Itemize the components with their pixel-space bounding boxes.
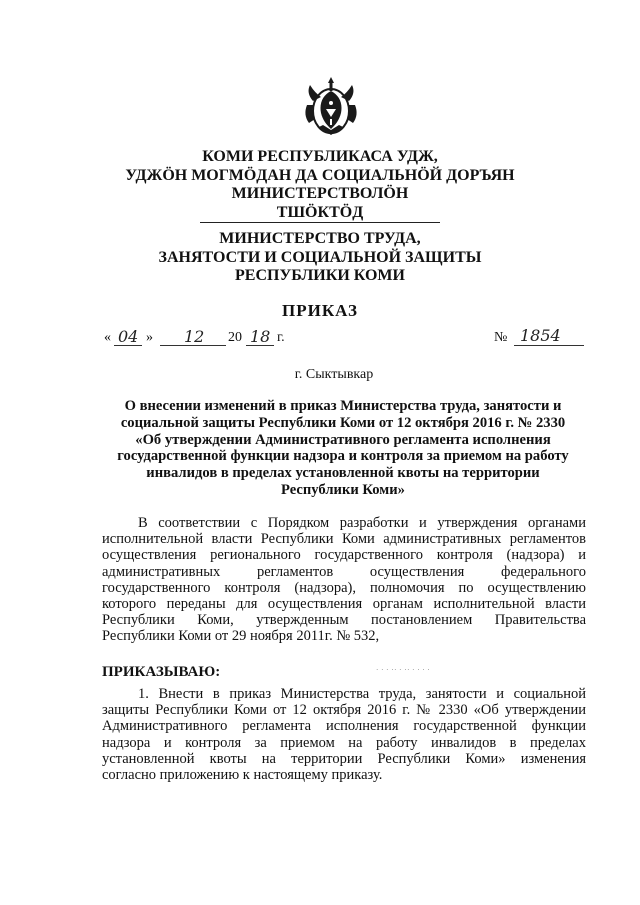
russian-header-line: МИНИСТЕРСТВО ТРУДА, (219, 230, 421, 247)
item-1-line: защиты Республики Коми от 12 октября 2016 г. № 2330 «Об утверждении (102, 702, 586, 719)
subject-line: «Об утверждении Административного регламента исполнения (135, 431, 551, 448)
item-1-line: Административного регламента исполнения государственной функции (102, 718, 586, 735)
komi-header-line: УДЖӦН МОГМӦДАН ДА СОЦИАЛЬНӦЙ ДОРЪЯН (125, 166, 515, 184)
russian-header (0, 230, 640, 286)
preamble-line: Республики Коми от 29 ноября 2011г. № 532, (102, 628, 380, 645)
subject-line: инвалидов в пределах установленной квоты на территории (146, 465, 540, 482)
number-value: 1854 (520, 326, 561, 345)
date-number-row (104, 326, 584, 352)
preamble-line: осуществления регионального государственного контроля (надзора) и (102, 547, 586, 564)
item-1-line: согласно приложению к настоящему приказу. (102, 767, 383, 784)
date-day: 04 (118, 327, 139, 346)
komi-header (0, 148, 640, 222)
item-1-line: 1. Внести в приказ Министерства труда, занятости и социальной (138, 686, 586, 702)
komi-header-line: ТШӦКТӦД (276, 203, 364, 221)
date-close-quote: » (146, 330, 153, 345)
item-1-line: надзора и контроля за приемом на работу инвалидов в пределах (102, 734, 586, 751)
preamble-paragraph (102, 515, 586, 645)
faint-stamp-mark: · · · ·· · ·· · · · · (376, 666, 431, 674)
subject-line: Республики Коми» (281, 481, 405, 498)
date-open-quote: « (104, 330, 111, 345)
date-month: 12 (184, 327, 205, 346)
preamble-line: исполнительной власти Республики Коми административных регламентов (102, 531, 586, 548)
date-day-underline (114, 345, 142, 346)
komi-header-line: МИНИСТЕРСТВОЛӦН (231, 185, 409, 202)
header-divider (200, 222, 440, 223)
preamble-line: которого переданы для осуществления органам исполнительной власти (102, 596, 586, 613)
preamble-line: государственного контроля (надзора), полномочия по осуществлению (102, 579, 586, 596)
subject-line: О внесении изменений в приказ Министерства труда, занятости и (124, 398, 562, 414)
date-year-underline (246, 345, 274, 346)
item-1-paragraph (102, 686, 586, 783)
preamble-line: административных регламентов осуществления федерального (102, 563, 586, 580)
russian-header-line: ЗАНЯТОСТИ И СОЦИАЛЬНОЙ ЗАЩИТЫ (158, 248, 482, 266)
preamble-line: Республики Коми, утвержденным постановлением Правительства (102, 612, 586, 629)
document-title: ПРИКАЗ (282, 301, 358, 320)
preamble-line: В соответствии с Порядком разработки и утверждения органами (138, 515, 586, 531)
russian-header-line: РЕСПУБЛИКИ КОМИ (235, 267, 405, 284)
order-directive-word: ПРИКАЗЫВАЮ: (102, 664, 221, 680)
subject-line: государственной функции надзора и контроля за приемом на работу (117, 448, 569, 465)
date-year-unit: г. (277, 330, 285, 345)
coat-of-arms-emblem (301, 75, 361, 137)
date-year-suffix: 18 (250, 327, 271, 346)
komi-header-line: КОМИ РЕСПУБЛИКАСА УДЖ, (202, 148, 438, 165)
number-label: № (494, 330, 508, 345)
date-month-underline (160, 345, 226, 346)
order-subject (100, 398, 586, 499)
city: г. Сыктывкар (294, 367, 374, 382)
item-1-line: установленной квоты на территории Республики Коми» изменения (102, 750, 586, 767)
subject-line: социальной защиты Республики Коми от 12 октября 2016 г. № 2330 (120, 414, 566, 431)
number-underline (514, 345, 584, 346)
date-year-prefix: 20 (228, 330, 242, 345)
